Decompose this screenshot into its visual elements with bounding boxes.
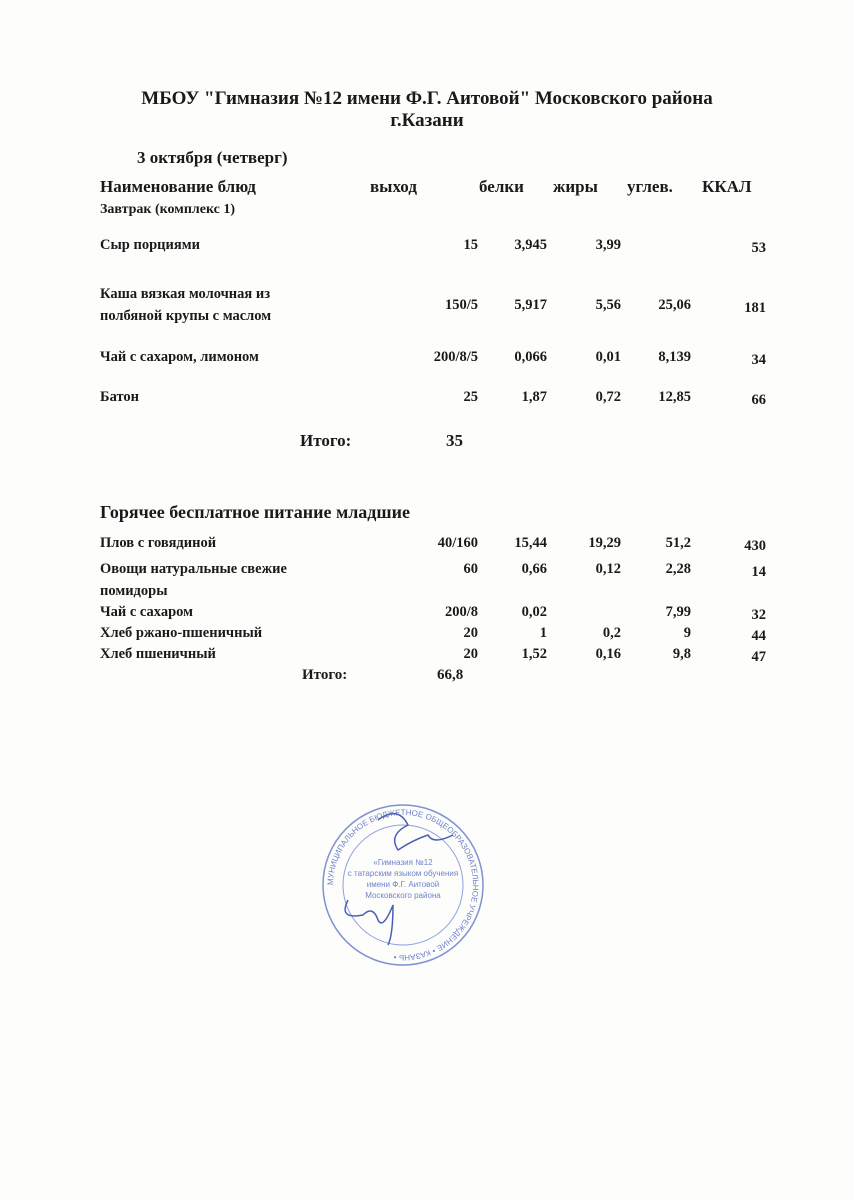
cell-output: 40/160 — [437, 535, 478, 551]
cell-kcal: 181 — [744, 300, 766, 316]
school-stamp — [318, 800, 488, 970]
cell-output: 200/8 — [444, 604, 478, 620]
hot-meal-section-title: Горячее бесплатное питание младшие — [100, 502, 410, 522]
cell-fat: 0,16 — [595, 646, 621, 662]
breakfast-total-value: 35 — [446, 431, 463, 450]
cell-protein: 1 — [539, 625, 547, 641]
svg-text:МУНИЦИПАЛЬНОЕ БЮДЖЕТНОЕ ОБЩЕОБ: МУНИЦИПАЛЬНОЕ БЮДЖЕТНОЕ ОБЩЕОБРАЗОВАТЕЛЬНОЕ УЧРЕЖДЕНИЕ • КАЗАНЬ • — [325, 807, 481, 963]
document-title-line2: г.Казани — [390, 110, 464, 131]
cell-protein: 0,66 — [521, 561, 547, 577]
menu-date: 3 октября (четверг) — [137, 148, 288, 167]
cell-protein: 15,44 — [514, 535, 547, 551]
cell-kcal: 14 — [751, 564, 766, 580]
cell-output: 20 — [463, 625, 478, 641]
cell-carbs: 9,8 — [672, 646, 691, 662]
cell-kcal: 47 — [751, 649, 766, 665]
hot-meal-total-value: 66,8 — [437, 667, 464, 683]
cell-protein: 0,066 — [514, 349, 547, 365]
cell-output: 25 — [463, 389, 478, 405]
cell-protein: 1,52 — [521, 646, 547, 662]
cell-carbs: 2,28 — [665, 561, 691, 577]
document-title-line1: МБОУ "Гимназия №12 имени Ф.Г. Аитовой" Московского района — [141, 88, 713, 109]
cell-output: 20 — [463, 646, 478, 662]
svg-text:Московского района: Московского района — [365, 891, 441, 900]
col-fat: жиры — [553, 177, 598, 196]
col-kcal: ККАЛ — [702, 177, 752, 196]
svg-text:с татарским языком обучения: с татарским языком обучения — [347, 869, 459, 878]
table-row — [100, 346, 780, 368]
dish-name: Плов с говядиной — [100, 535, 217, 551]
svg-text:имени Ф.Г. Аитовой: имени Ф.Г. Аитовой — [366, 880, 440, 889]
col-protein: белки — [479, 177, 524, 196]
cell-fat: 3,99 — [595, 237, 621, 253]
dish-name-cont: помидоры — [100, 583, 168, 599]
col-name: Наименование блюд — [100, 177, 256, 196]
cell-carbs: 8,139 — [658, 349, 691, 365]
table-row — [100, 601, 780, 623]
table-row — [100, 622, 780, 644]
cell-kcal: 53 — [751, 240, 766, 256]
cell-protein: 0,02 — [521, 604, 547, 620]
cell-carbs: 25,06 — [658, 297, 691, 313]
dish-name: Батон — [100, 389, 139, 405]
cell-fat: 0,2 — [602, 625, 621, 641]
cell-kcal: 44 — [751, 628, 766, 644]
cell-protein: 5,917 — [514, 297, 547, 313]
cell-fat: 0,72 — [595, 389, 621, 405]
table-row — [100, 532, 780, 554]
cell-kcal: 430 — [744, 538, 766, 554]
cell-carbs: 7,99 — [665, 604, 691, 620]
cell-carbs: 9 — [683, 625, 691, 641]
dish-name-cont: полбяной крупы с маслом — [100, 308, 272, 324]
dish-name: Чай с сахаром — [100, 604, 194, 620]
cell-kcal: 66 — [751, 392, 766, 408]
cell-protein: 3,945 — [514, 237, 547, 253]
cell-output: 150/5 — [444, 297, 478, 313]
col-carbs: углев. — [627, 177, 673, 196]
dish-name: Чай с сахаром, лимоном — [100, 349, 259, 365]
cell-fat: 0,01 — [595, 349, 621, 365]
dish-name: Хлеб ржано-пшеничный — [100, 625, 263, 641]
cell-carbs: 51,2 — [665, 535, 691, 551]
table-row — [100, 283, 780, 324]
table-row — [100, 386, 780, 408]
col-output: выход — [370, 177, 417, 196]
cell-output: 15 — [463, 237, 478, 253]
cell-output: 200/8/5 — [433, 349, 478, 365]
table-row — [100, 643, 780, 665]
dish-name: Каша вязкая молочная из — [100, 286, 271, 302]
svg-text:«Гимназия №12: «Гимназия №12 — [373, 858, 433, 867]
breakfast-total-label: Итого: — [300, 431, 352, 450]
table-row — [100, 234, 780, 256]
cell-protein: 1,87 — [521, 389, 547, 405]
dish-name: Овощи натуральные свежие — [100, 561, 287, 577]
dish-name: Сыр порциями — [100, 237, 200, 253]
cell-fat: 5,56 — [595, 297, 621, 313]
cell-fat: 19,29 — [588, 535, 621, 551]
cell-output: 60 — [463, 561, 478, 577]
dish-name: Хлеб пшеничный — [100, 646, 216, 662]
breakfast-section-title: Завтрак (комплекс 1) — [100, 202, 236, 217]
hot-meal-total-label: Итого: — [302, 667, 348, 683]
table-row — [100, 558, 780, 599]
cell-kcal: 34 — [751, 352, 766, 368]
cell-fat: 0,12 — [595, 561, 621, 577]
cell-carbs: 12,85 — [658, 389, 691, 405]
cell-kcal: 32 — [751, 607, 766, 623]
